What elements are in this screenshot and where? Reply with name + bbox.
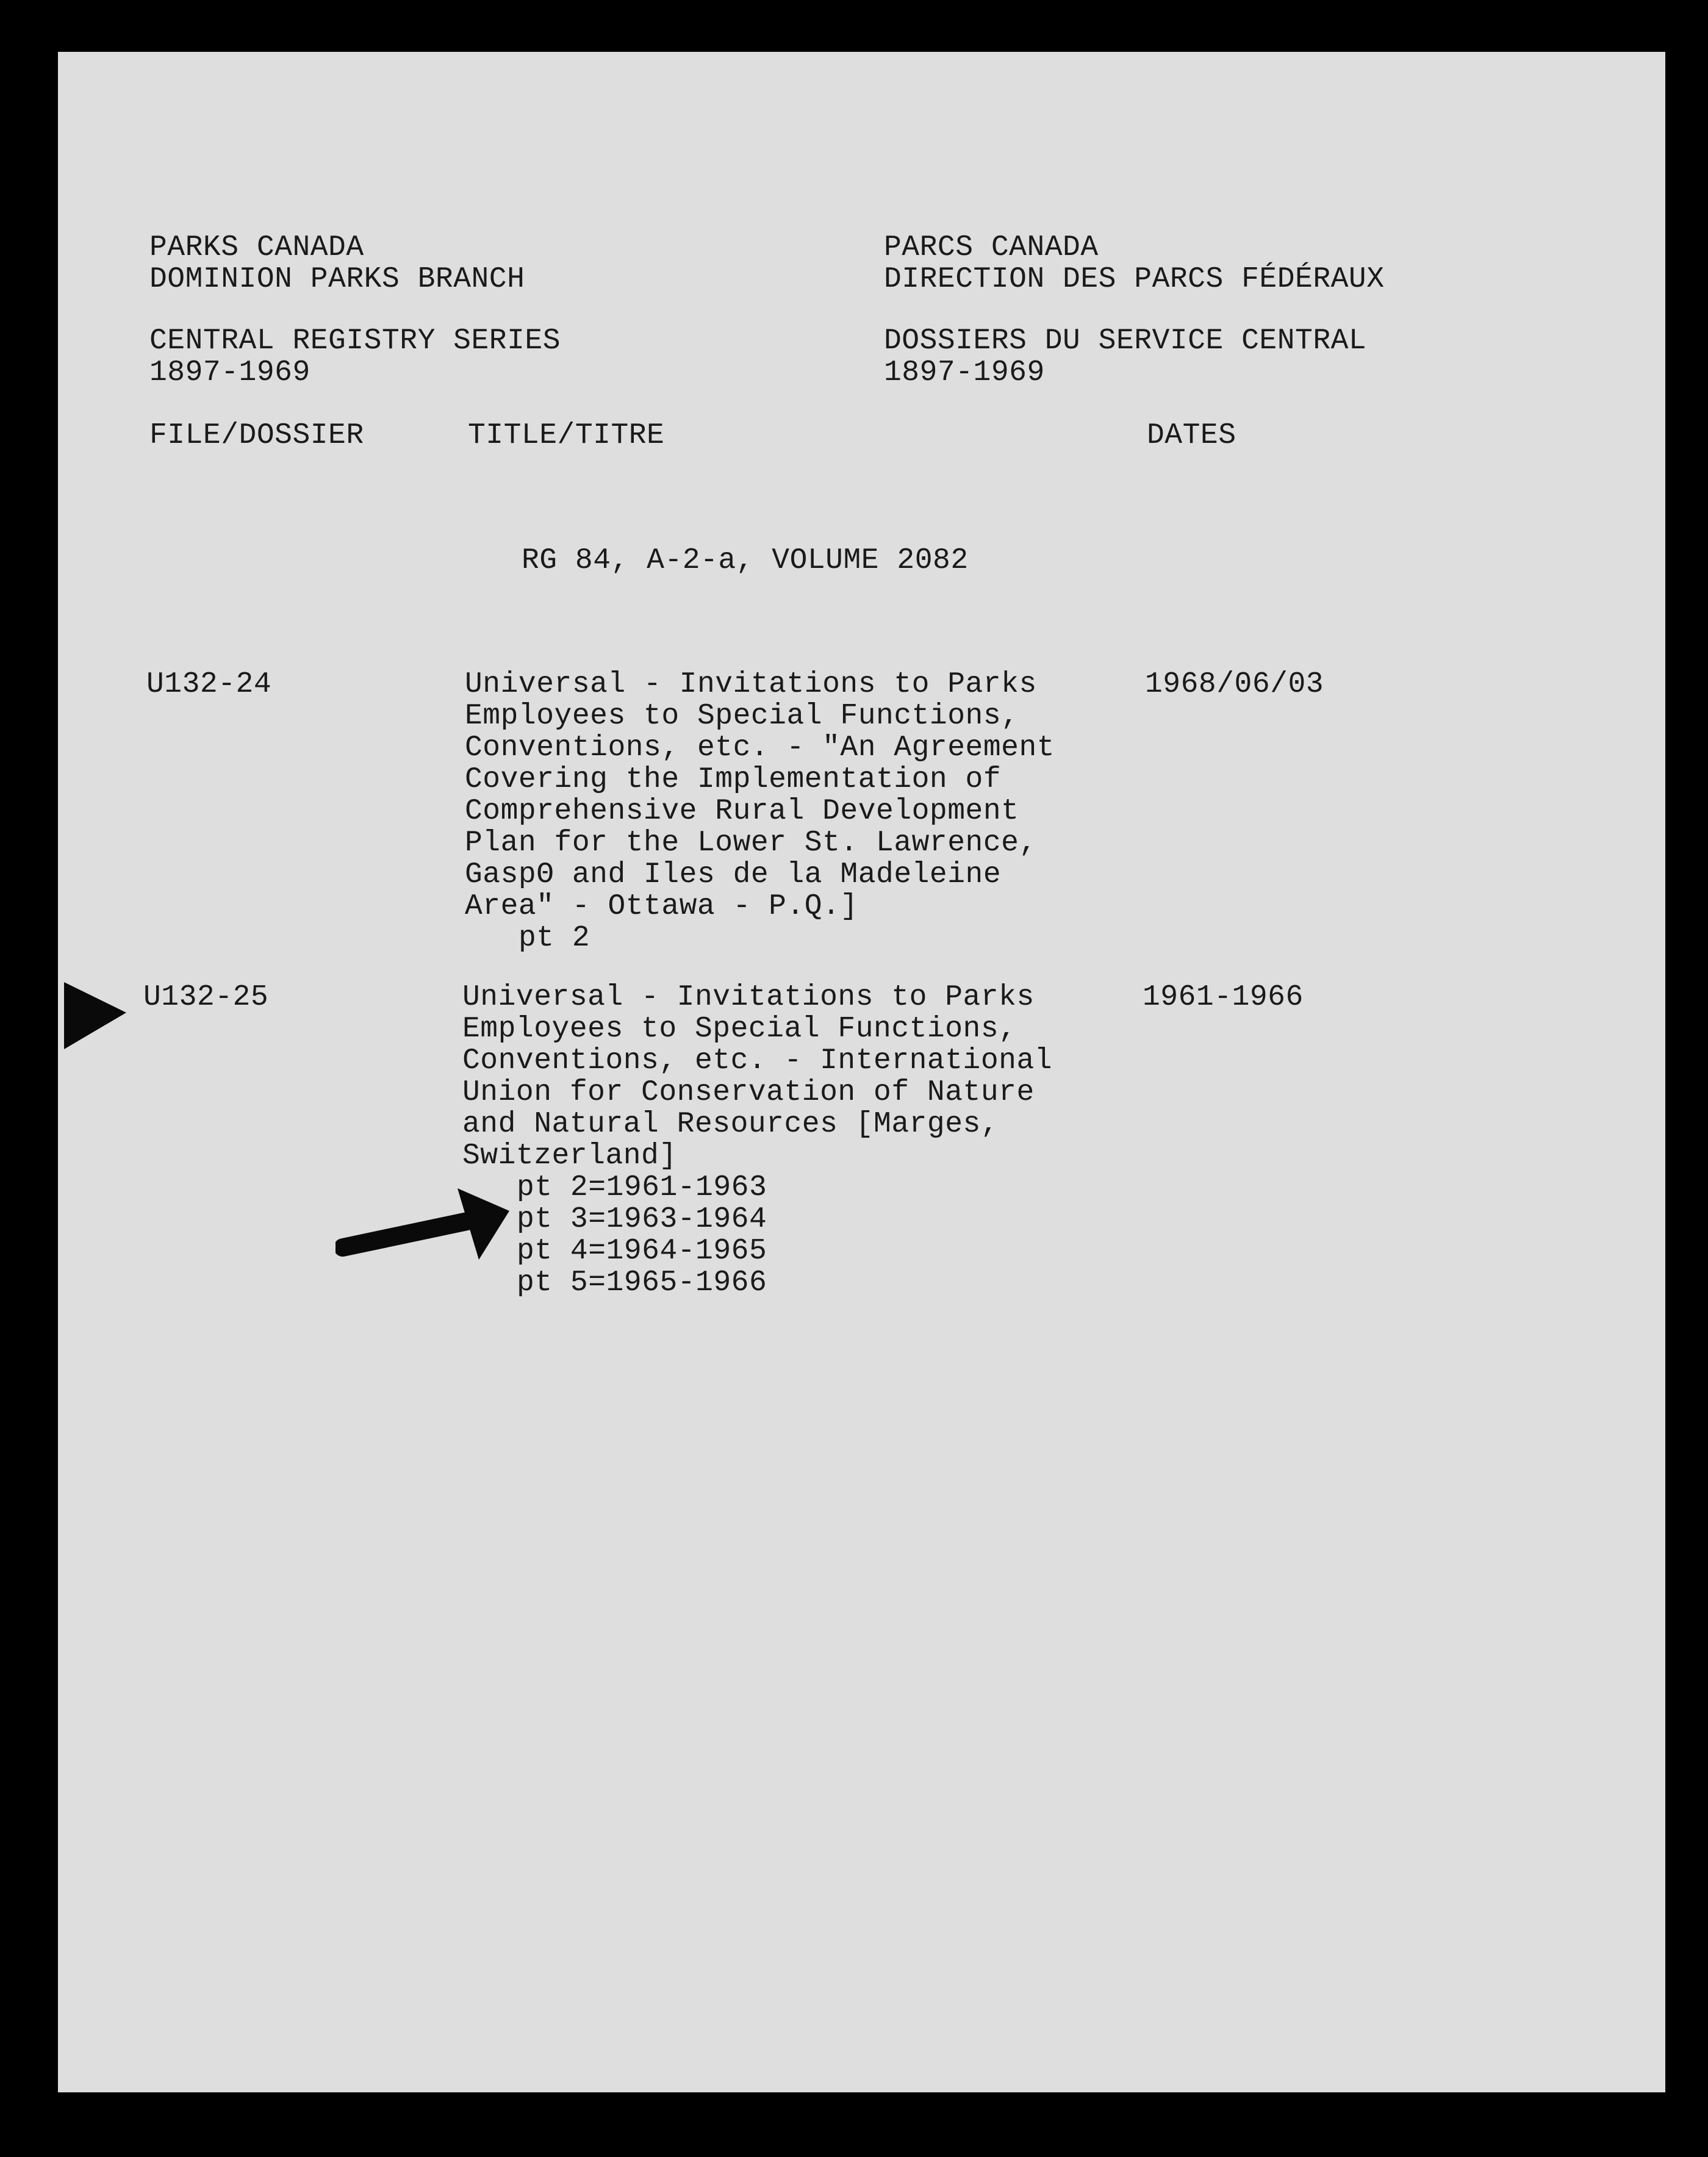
volume-reference: RG 84, A-2-a, VOLUME 2082 bbox=[522, 544, 969, 577]
pointer-arrow-icon bbox=[58, 976, 137, 1055]
header-right-series: DOSSIERS DU SERVICE CENTRAL bbox=[884, 325, 1367, 357]
column-title-heading: TITLE/TITRE bbox=[468, 419, 665, 452]
entry-part: pt 3=1963-1964 bbox=[517, 1203, 767, 1236]
entry-file-number: U132-25 bbox=[143, 981, 269, 1014]
entry-title-line: Switzerland] bbox=[462, 1140, 677, 1172]
entry-dates: 1968/06/03 bbox=[1145, 668, 1324, 701]
entry-title-line: Area" - Ottawa - P.Q.] bbox=[465, 890, 858, 923]
entry-part: pt 2 bbox=[518, 922, 590, 955]
entry-part: pt 5=1965-1966 bbox=[517, 1266, 767, 1299]
column-file-heading: FILE/DOSSIER bbox=[149, 419, 364, 452]
header-right-branch: DIRECTION DES PARCS FÉDÉRAUX bbox=[884, 263, 1385, 296]
entry-title-line: GaspΘ and Iles de la Madeleine bbox=[465, 858, 1002, 891]
entry-title-line: Comprehensive Rural Development bbox=[465, 795, 1019, 828]
entry-title-line: and Natural Resources [Marges, bbox=[462, 1108, 999, 1141]
entry-title-line: Covering the Implementation of bbox=[465, 763, 1002, 796]
header-left-branch: DOMINION PARKS BRANCH bbox=[149, 263, 525, 296]
entry-title-line: Conventions, etc. - "An Agreement bbox=[465, 731, 1055, 764]
entry-title-line: Universal - Invitations to Parks bbox=[465, 668, 1037, 701]
entry-title-line: Employees to Special Functions, bbox=[462, 1013, 1017, 1046]
header-left-series: CENTRAL REGISTRY SERIES bbox=[149, 325, 561, 357]
entry-title-line: Plan for the Lower St. Lawrence, bbox=[465, 827, 1037, 860]
entry-title-line: Conventions, etc. - International bbox=[462, 1044, 1053, 1077]
entry-part: pt 2=1961-1963 bbox=[517, 1171, 767, 1204]
entry-title-line: Union for Conservation of Nature bbox=[462, 1076, 1035, 1109]
header-right-years: 1897-1969 bbox=[884, 356, 1045, 389]
entry-title-line: Universal - Invitations to Parks bbox=[462, 981, 1035, 1014]
entry-dates: 1961-1966 bbox=[1143, 981, 1304, 1014]
header-left-org: PARKS CANADA bbox=[149, 231, 364, 264]
entry-file-number: U132-24 bbox=[146, 668, 272, 701]
header-right-org: PARCS CANADA bbox=[884, 231, 1099, 264]
header-left-years: 1897-1969 bbox=[149, 356, 310, 389]
entry-part: pt 4=1964-1965 bbox=[517, 1235, 767, 1268]
pointer-arrow-icon bbox=[336, 1177, 518, 1269]
entry-title-line: Employees to Special Functions, bbox=[465, 700, 1019, 733]
column-dates-heading: DATES bbox=[1147, 419, 1236, 452]
